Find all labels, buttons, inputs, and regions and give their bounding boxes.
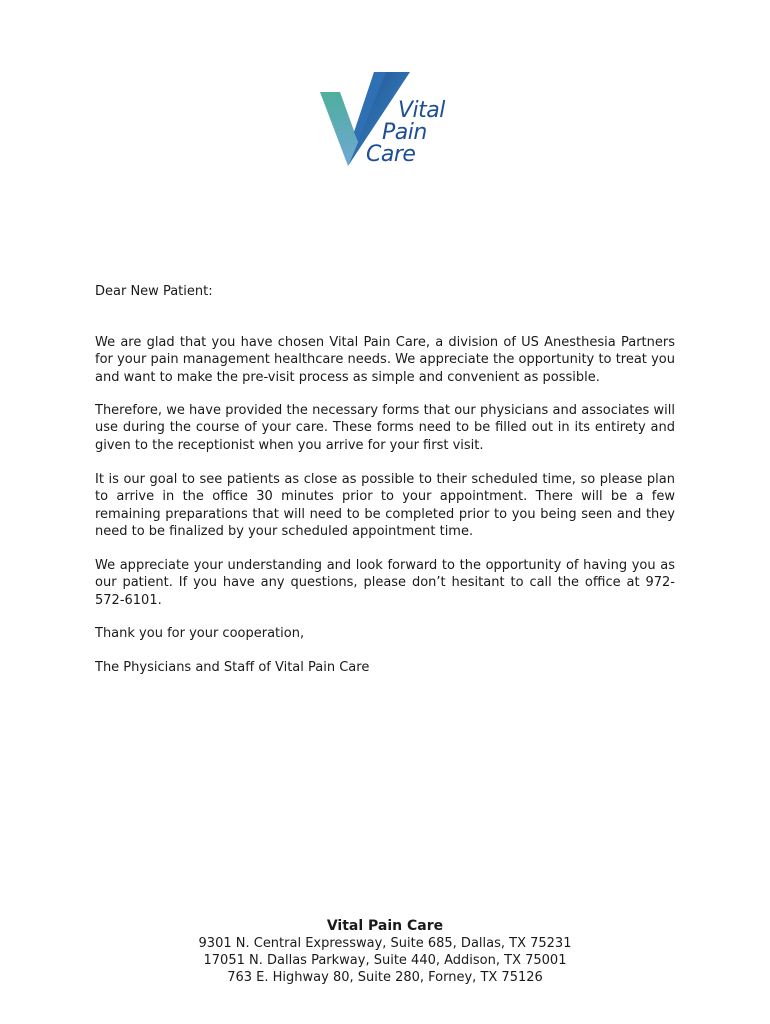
footer-address-block — [0, 918, 770, 986]
footer-address-forney: 763 E. Highway 80, Suite 280, Forney, TX 75126 — [227, 970, 543, 985]
footer-company-name: Vital Pain Care — [326, 918, 444, 934]
footer-address-dallas: 9301 N. Central Expressway, Suite 685, Dallas, TX 75231 — [198, 936, 572, 951]
logo-word-pain: Pain — [382, 120, 427, 145]
letter-paragraph-4: We appreciate your understanding and look forward to the opportunity of having you as our patient. If you have any questions, please don’t hesitant to call the office at 972-572-6101. — [95, 558, 675, 608]
letter-signature: The Physicians and Staff of Vital Pain Care — [95, 660, 370, 675]
letter-paragraph-3: It is our goal to see patients as close as possible to their scheduled time, so please plan to arrive in the office 30 minutes prior to your appointment. There will be a few remaining preparations that will need to be completed prior to you being seen and they need to be finalized by your scheduled appointment time. — [95, 472, 675, 539]
letter-closing: Thank you for your cooperation, — [95, 626, 305, 641]
letter-salutation: Dear New Patient: — [95, 284, 213, 299]
logo-word-vital: Vital — [398, 98, 445, 123]
footer-address-addison: 17051 N. Dallas Parkway, Suite 440, Addison, TX 75001 — [203, 953, 567, 968]
vital-pain-care-logo — [318, 70, 458, 170]
logo-word-care: Care — [366, 142, 416, 167]
letter-paragraph-2: Therefore, we have provided the necessary forms that our physicians and associates will use during the course of your care. These forms need to be filled out in its entirety and given to the receptionist when you arrive for your first visit. — [95, 403, 675, 453]
letter-paragraph-1: We are glad that you have chosen Vital Pain Care, a division of US Anesthesia Partners for your pain management healthcare needs. We appreciate the opportunity to treat you and want to make the pre-visit process as simple and convenient as possible. — [95, 335, 675, 385]
